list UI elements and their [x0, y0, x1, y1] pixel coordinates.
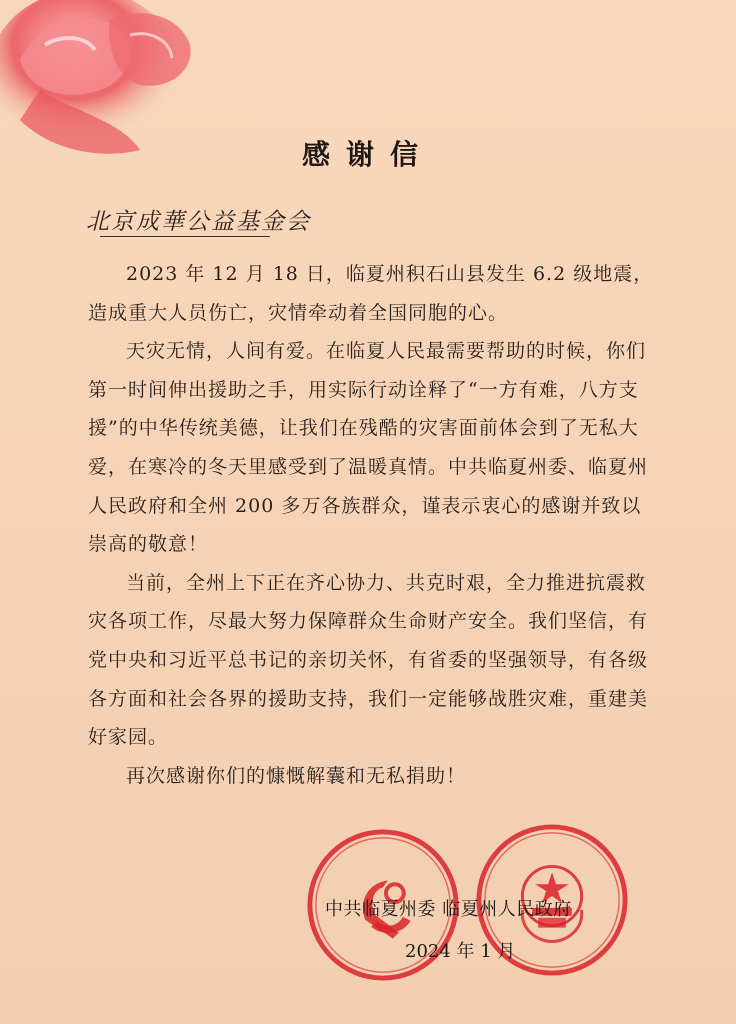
- paragraph-current-work: 当前，全州上下正在齐心协力、共克时艰，全力推进抗震救灾各项工作，尽最大努力保障群众生命财产安全。我们坚信，有党中央和习近平总书记的亲切关怀，有省委的坚强领导，有各级各方面和社会各界的援助支持，我们一定能够战胜灾难，重建美好家园。: [88, 571, 649, 749]
- letter-body: [88, 255, 660, 795]
- salutation-underline: [100, 236, 270, 237]
- paragraph-closing: 再次感谢你们的慷慨解囊和无私捐助！: [126, 764, 467, 787]
- paragraph-gratitude: 天灾无情，人间有爱。在临夏人民最需要帮助的时候，你们第一时间伸出援助之手，用实际行动诠释了“一方有难，八方支援”的中华传统美德，让我们在残酷的灾害面前体会到了无私大爱，在寒冷的冬天里感受到了温暖真情。中共临夏州委、临夏州人民政府和全州 200 多万各族群众，谨表示衷心的感谢并致以崇高的敬意！: [88, 340, 649, 556]
- letter-date: 2024 年 1 月: [405, 941, 516, 962]
- letter-title: 感谢信: [301, 138, 434, 171]
- salutation-handwritten: 北京成華公益基金会: [86, 209, 311, 235]
- signatories: 中共临夏州委 临夏州人民政府: [325, 899, 572, 920]
- paragraph-earthquake: 2023 年 12 月 18 日，临夏州积石山县发生 6.2 级地震，造成重大人员伤亡，灾情牵动着全国同胞的心。: [88, 263, 654, 324]
